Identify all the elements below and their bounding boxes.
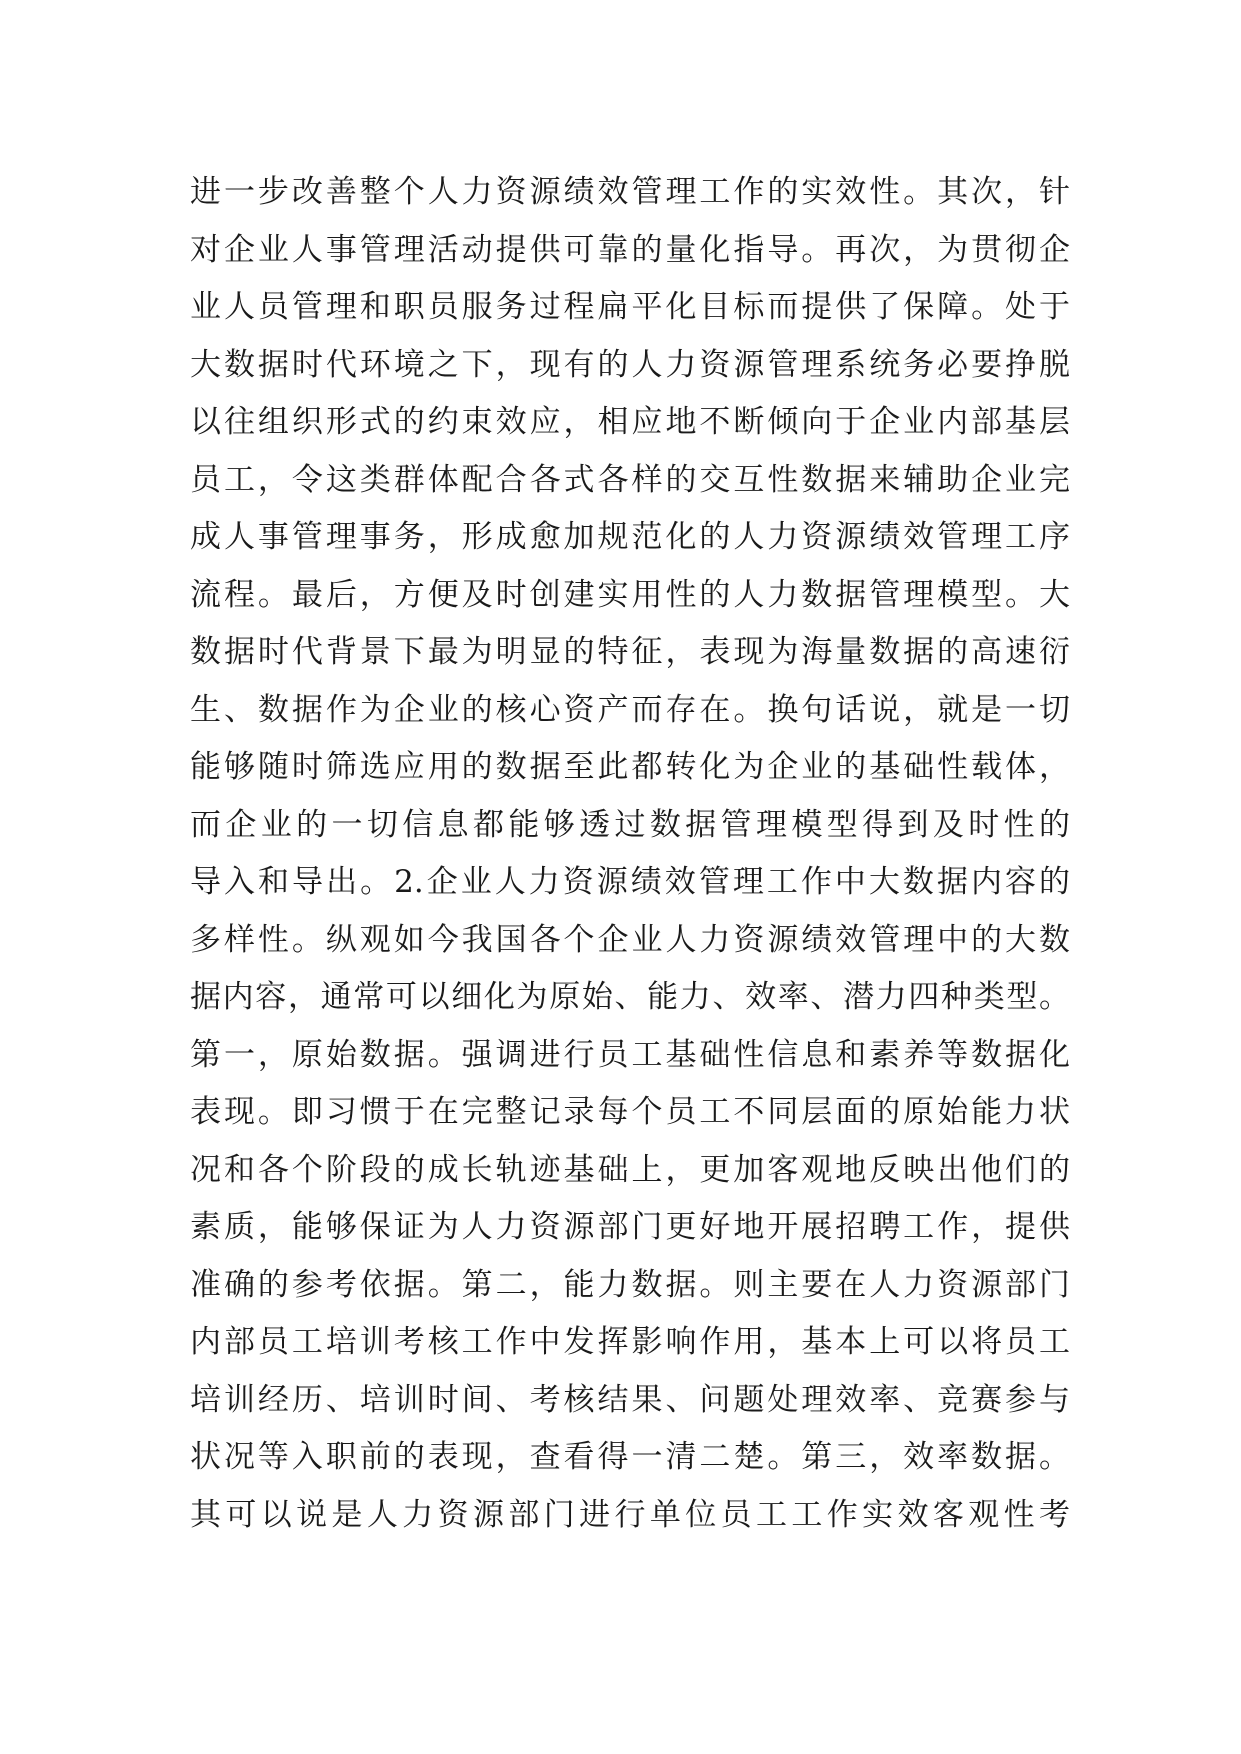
text-line: 能够随时筛选应用的数据至此都转化为企业的基础性载体， [190,749,1070,785]
text-line: 生、数据作为企业的核心资产而存在。换句话说，就是一切 [190,691,1070,728]
text-line: 素质，能够保证为人力资源部门更好地开展招聘工作，提供 [190,1209,1070,1245]
text-line: 状况等入职前的表现，查看得一清二楚。第三，效率数据。 [190,1439,1070,1475]
text-line: 进一步改善整个人力资源绩效管理工作的实效性。其次，针 [190,174,1070,210]
text-line: 以往组织形式的约束效应，相应地不断倾向于企业内部基层 [190,404,1070,440]
text-line: 大数据时代环境之下，现有的人力资源管理系统务必要挣脱 [190,346,1070,383]
text-line: 而企业的一切信息都能够透过数据管理模型得到及时性的 [190,806,1070,843]
text-line: 其可以说是人力资源部门进行单位员工工作实效客观性考 [190,1496,1070,1533]
text-line: 准确的参考依据。第二，能力数据。则主要在人力资源部门 [190,1266,1070,1303]
text-line: 导入和导出。2.企业人力资源绩效管理工作中大数据内容的 [190,864,1070,900]
text-line: 业人员管理和职员服务过程扁平化目标而提供了保障。处于 [190,289,1070,325]
text-line: 内部员工培训考核工作中发挥影响作用，基本上可以将员工 [190,1324,1070,1360]
text-line: 培训经历、培训时间、考核结果、问题处理效率、竞赛参与 [190,1381,1070,1418]
text-line: 第一，原始数据。强调进行员工基础性信息和素养等数据化 [190,1036,1070,1073]
text-line: 成人事管理事务，形成愈加规范化的人力资源绩效管理工序 [190,519,1070,555]
text-line: 对企业人事管理活动提供可靠的量化指导。再次，为贯彻企 [190,231,1070,268]
text-line: 员工，令这类群体配合各式各样的交互性数据来辅助企业完 [190,461,1070,498]
body-text [190,164,1070,1544]
text-line: 多样性。纵观如今我国各个企业人力资源绩效管理中的大数 [190,921,1070,958]
text-line: 表现。即习惯于在完整记录每个员工不同层面的原始能力状 [190,1094,1070,1130]
text-line: 流程。最后，方便及时创建实用性的人力数据管理模型。大 [190,576,1070,613]
text-line: 据内容，通常可以细化为原始、能力、效率、潜力四种类型。 [190,979,1070,1015]
text-line: 况和各个阶段的成长轨迹基础上，更加客观地反映出他们的 [190,1151,1070,1188]
text-line: 数据时代背景下最为明显的特征，表现为海量数据的高速衍 [190,634,1070,670]
